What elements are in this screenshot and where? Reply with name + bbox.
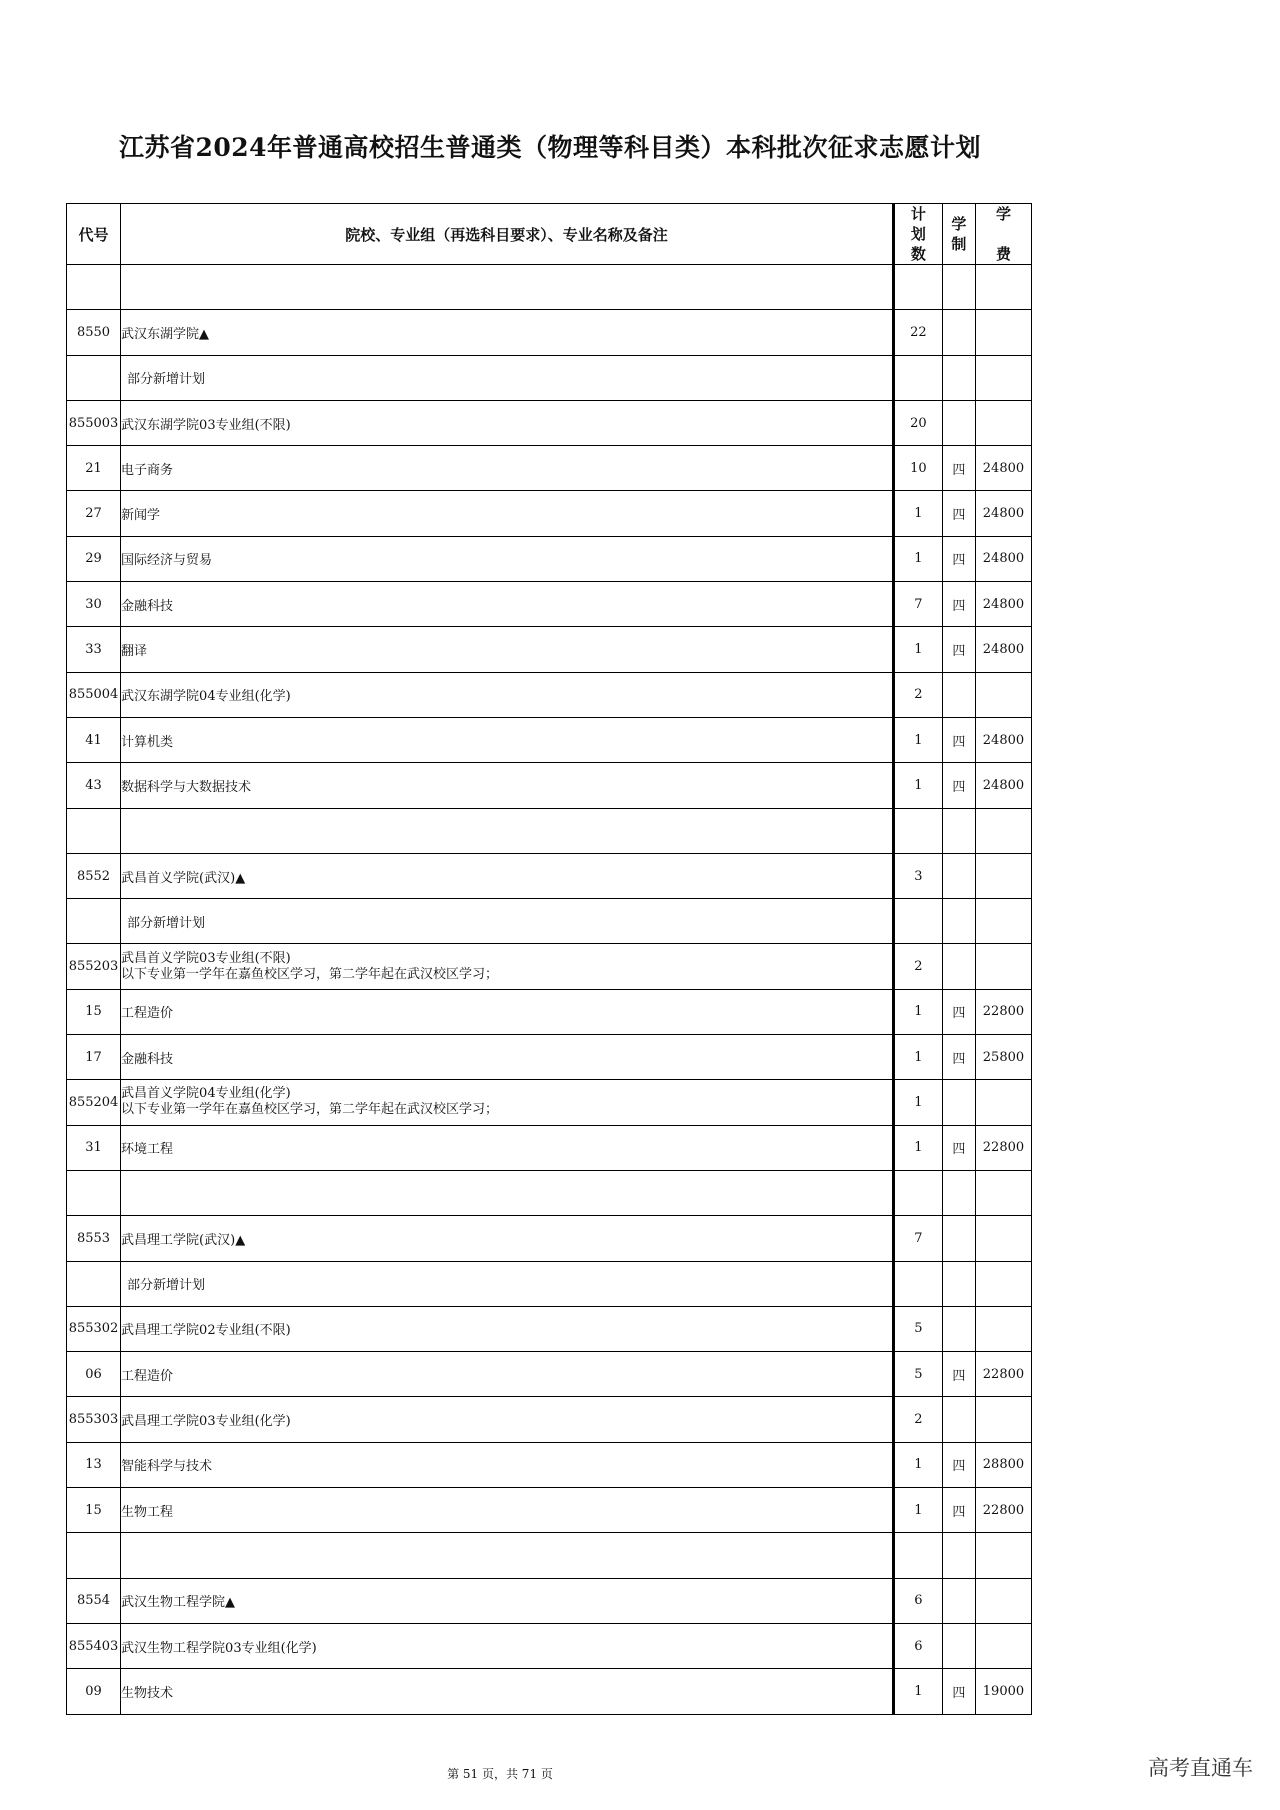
cell-code: 15: [67, 989, 121, 1034]
cell-fee: 24800: [975, 763, 1031, 808]
cell-code: 8554: [67, 1578, 121, 1623]
table-row: [67, 491, 1032, 536]
cell-code: 8553: [67, 1216, 121, 1261]
cell-name: [121, 446, 894, 491]
cell-fee: 24800: [975, 582, 1031, 627]
header-fee: 学 费: [975, 204, 1031, 265]
cell-duration: [942, 355, 975, 400]
header-code: 代号: [67, 204, 121, 265]
cell-name: [121, 536, 894, 581]
name-text: 武汉生物工程学院▲: [121, 1595, 236, 1611]
cell-name: [121, 1080, 894, 1125]
table-row: [67, 1080, 1032, 1125]
group-name: 武昌首义学院03专业组(不限): [121, 950, 291, 966]
cell-fee: [975, 672, 1031, 717]
cell-code: 13: [67, 1442, 121, 1487]
name-text: 金融科技: [121, 598, 174, 614]
table-row: [67, 265, 1032, 310]
cell-fee: 22800: [975, 1488, 1031, 1533]
cell-fee: [975, 1080, 1031, 1125]
name-text: 部分新增计划: [127, 372, 206, 388]
page-title: 江苏省2024年普通高校招生普通类（物理等科目类）本科批次征求志愿计划: [118, 133, 982, 162]
name-text: 部分新增计划: [127, 915, 206, 931]
cell-name: [121, 853, 894, 898]
cell-name: [121, 944, 894, 989]
cell-duration: 四: [942, 1035, 975, 1080]
cell-plan: 1: [893, 763, 942, 808]
name-text: 电子商务: [121, 462, 174, 478]
name-text: 武昌理工学院02专业组(不限): [121, 1323, 291, 1339]
cell-fee: 24800: [975, 536, 1031, 581]
name-text: 翻译: [121, 644, 148, 660]
name-text: 武汉生物工程学院03专业组(化学): [121, 1640, 317, 1656]
cell-plan: 7: [893, 582, 942, 627]
cell-plan: 1: [893, 627, 942, 672]
cell-plan: 7: [893, 1216, 942, 1261]
name-text: 计算机类: [121, 734, 174, 750]
cell-plan: 1: [893, 1080, 942, 1125]
cell-plan: 1: [893, 1035, 942, 1080]
cell-duration: [942, 672, 975, 717]
table-row: [67, 310, 1032, 355]
cell-name: [121, 355, 894, 400]
cell-fee: 22800: [975, 1125, 1031, 1170]
cell-name: [121, 1125, 894, 1170]
name-text: 工程造价: [121, 1006, 174, 1022]
cell-code: 43: [67, 763, 121, 808]
table-row: [67, 944, 1032, 989]
cell-duration: [942, 1623, 975, 1668]
cell-duration: 四: [942, 717, 975, 762]
cell-name: [121, 400, 894, 445]
cell-plan: 2: [893, 672, 942, 717]
cell-name: [121, 310, 894, 355]
cell-code: 29: [67, 536, 121, 581]
cell-name: [121, 1533, 894, 1578]
cell-name: [121, 1442, 894, 1487]
cell-plan: 6: [893, 1623, 942, 1668]
cell-name: [121, 1170, 894, 1215]
cell-name: [121, 491, 894, 536]
table-row: [67, 1306, 1032, 1351]
header-name: 院校、专业组（再选科目要求）、专业名称及备注: [121, 204, 894, 265]
cell-code: [67, 1170, 121, 1215]
name-text: 生物工程: [121, 1504, 174, 1520]
cell-fee: [975, 808, 1031, 853]
table-row: [67, 1216, 1032, 1261]
cell-code: 33: [67, 627, 121, 672]
cell-fee: [975, 400, 1031, 445]
cell-code: 27: [67, 491, 121, 536]
cell-name: [121, 1488, 894, 1533]
cell-fee: 24800: [975, 446, 1031, 491]
name-text: 武昌理工学院03专业组(化学): [121, 1414, 291, 1430]
cell-code: [67, 1533, 121, 1578]
name-text: 武昌理工学院(武汉)▲: [121, 1232, 246, 1248]
cell-fee: [975, 1578, 1031, 1623]
admission-plan-table: [66, 203, 1032, 1715]
cell-name: [121, 265, 894, 310]
cell-fee: 28800: [975, 1442, 1031, 1487]
name-text: 金融科技: [121, 1051, 174, 1067]
name-text: 武汉东湖学院03专业组(不限): [121, 417, 291, 433]
cell-name: [121, 763, 894, 808]
cell-duration: 四: [942, 491, 975, 536]
cell-fee: 24800: [975, 627, 1031, 672]
cell-fee: [975, 1306, 1031, 1351]
cell-fee: 22800: [975, 989, 1031, 1034]
group-note: 以下专业第一学年在嘉鱼校区学习，第二学年起在武汉校区学习；: [121, 1102, 499, 1118]
table-row: [67, 582, 1032, 627]
cell-code: 21: [67, 446, 121, 491]
cell-plan: [893, 1170, 942, 1215]
table-row: [67, 446, 1032, 491]
cell-code: 09: [67, 1669, 121, 1714]
cell-fee: 22800: [975, 1352, 1031, 1397]
cell-plan: 10: [893, 446, 942, 491]
cell-duration: [942, 853, 975, 898]
cell-code: 855203: [67, 944, 121, 989]
table-row: [67, 1170, 1032, 1215]
name-text: 部分新增计划: [127, 1278, 206, 1294]
cell-duration: 四: [942, 536, 975, 581]
cell-name: [121, 989, 894, 1034]
cell-duration: 四: [942, 627, 975, 672]
cell-duration: [942, 1533, 975, 1578]
cell-duration: 四: [942, 763, 975, 808]
cell-fee: [975, 1397, 1031, 1442]
cell-duration: [942, 1306, 975, 1351]
header-plan: 计 划 数: [893, 204, 942, 265]
cell-code: 855303: [67, 1397, 121, 1442]
cell-plan: 1: [893, 989, 942, 1034]
cell-fee: [975, 944, 1031, 989]
name-text: 新闻学: [121, 508, 161, 524]
cell-code: 855004: [67, 672, 121, 717]
cell-fee: [975, 310, 1031, 355]
cell-plan: 3: [893, 853, 942, 898]
cell-duration: [942, 1578, 975, 1623]
cell-plan: 5: [893, 1352, 942, 1397]
cell-plan: 20: [893, 400, 942, 445]
name-text: 数据科学与大数据技术: [121, 779, 252, 795]
table-row: [67, 1488, 1032, 1533]
header-duration: 学 制: [942, 204, 975, 265]
table-row: [67, 989, 1032, 1034]
table-row: [67, 627, 1032, 672]
cell-plan: 1: [893, 1125, 942, 1170]
cell-duration: [942, 1080, 975, 1125]
cell-code: 855302: [67, 1306, 121, 1351]
table-header-row: [67, 204, 1032, 265]
table-row: [67, 808, 1032, 853]
table-row: [67, 1352, 1032, 1397]
cell-name: [121, 1397, 894, 1442]
table-row: [67, 1669, 1032, 1714]
cell-duration: [942, 1261, 975, 1306]
cell-plan: 1: [893, 491, 942, 536]
cell-code: 855204: [67, 1080, 121, 1125]
cell-name: [121, 672, 894, 717]
cell-fee: [975, 1533, 1031, 1578]
cell-fee: 25800: [975, 1035, 1031, 1080]
cell-duration: 四: [942, 1488, 975, 1533]
cell-plan: 1: [893, 1488, 942, 1533]
cell-plan: 1: [893, 717, 942, 762]
name-text: 国际经济与贸易: [121, 553, 213, 569]
cell-code: 15: [67, 1488, 121, 1533]
cell-code: 855403: [67, 1623, 121, 1668]
cell-code: 06: [67, 1352, 121, 1397]
table-row: [67, 1125, 1032, 1170]
cell-name: [121, 1306, 894, 1351]
cell-code: 30: [67, 582, 121, 627]
table-row: [67, 1533, 1032, 1578]
cell-fee: [975, 1623, 1031, 1668]
cell-duration: [942, 1216, 975, 1261]
name-text: 智能科学与技术: [121, 1459, 213, 1475]
group-note: 以下专业第一学年在嘉鱼校区学习，第二学年起在武汉校区学习；: [121, 966, 499, 982]
cell-code: [67, 899, 121, 944]
cell-duration: 四: [942, 1352, 975, 1397]
cell-name: [121, 1352, 894, 1397]
cell-fee: [975, 355, 1031, 400]
table-row: [67, 1261, 1032, 1306]
table-row: [67, 1035, 1032, 1080]
name-text: 生物技术: [121, 1685, 174, 1701]
group-name: 武昌首义学院04专业组(化学): [121, 1086, 291, 1102]
table-row: [67, 400, 1032, 445]
cell-fee: [975, 853, 1031, 898]
table-row: [67, 1397, 1032, 1442]
cell-fee: [975, 1170, 1031, 1215]
cell-plan: [893, 1533, 942, 1578]
cell-plan: 6: [893, 1578, 942, 1623]
table-row: [67, 853, 1032, 898]
cell-name: [121, 717, 894, 762]
name-text: 武汉东湖学院▲: [121, 326, 210, 342]
table-row: [67, 536, 1032, 581]
cell-duration: [942, 265, 975, 310]
cell-name: [121, 627, 894, 672]
cell-plan: 1: [893, 1442, 942, 1487]
cell-duration: 四: [942, 582, 975, 627]
cell-code: 8552: [67, 853, 121, 898]
table-row: [67, 1578, 1032, 1623]
table-row: [67, 355, 1032, 400]
cell-plan: 2: [893, 944, 942, 989]
cell-fee: [975, 1216, 1031, 1261]
cell-name: [121, 1261, 894, 1306]
cell-name: [121, 808, 894, 853]
table-row: [67, 672, 1032, 717]
cell-code: [67, 355, 121, 400]
cell-code: 17: [67, 1035, 121, 1080]
cell-name: [121, 1669, 894, 1714]
cell-fee: 24800: [975, 491, 1031, 536]
cell-code: 8550: [67, 310, 121, 355]
cell-code: [67, 265, 121, 310]
cell-name: [121, 1216, 894, 1261]
cell-fee: [975, 899, 1031, 944]
name-text: 武汉东湖学院04专业组(化学): [121, 689, 291, 705]
cell-fee: 19000: [975, 1669, 1031, 1714]
table-row: [67, 763, 1032, 808]
cell-code: 855003: [67, 400, 121, 445]
table-row: [67, 1442, 1032, 1487]
cell-name: [121, 1578, 894, 1623]
cell-plan: 22: [893, 310, 942, 355]
cell-code: [67, 1261, 121, 1306]
cell-duration: [942, 1170, 975, 1215]
cell-duration: 四: [942, 1442, 975, 1487]
cell-code: 41: [67, 717, 121, 762]
cell-plan: [893, 899, 942, 944]
cell-duration: [942, 1397, 975, 1442]
cell-code: [67, 808, 121, 853]
cell-duration: [942, 944, 975, 989]
cell-plan: 5: [893, 1306, 942, 1351]
name-text: 武昌首义学院(武汉)▲: [121, 870, 246, 886]
cell-duration: [942, 808, 975, 853]
cell-name: [121, 899, 894, 944]
cell-name: [121, 1623, 894, 1668]
cell-plan: 2: [893, 1397, 942, 1442]
table-row: [67, 1623, 1032, 1668]
cell-plan: [893, 355, 942, 400]
table-row: [67, 899, 1032, 944]
cell-fee: [975, 1261, 1031, 1306]
cell-name: [121, 1035, 894, 1080]
cell-plan: [893, 265, 942, 310]
cell-duration: 四: [942, 1669, 975, 1714]
page-number-footer: 第 51 页，共 71 页: [447, 1767, 553, 1781]
name-text: 工程造价: [121, 1368, 174, 1384]
cell-plan: 1: [893, 1669, 942, 1714]
cell-duration: 四: [942, 989, 975, 1034]
cell-code: 31: [67, 1125, 121, 1170]
cell-plan: [893, 808, 942, 853]
cell-plan: [893, 1261, 942, 1306]
cell-duration: [942, 400, 975, 445]
table-row: [67, 717, 1032, 762]
cell-fee: 24800: [975, 717, 1031, 762]
cell-duration: [942, 899, 975, 944]
cell-fee: [975, 265, 1031, 310]
cell-name: [121, 582, 894, 627]
cell-duration: 四: [942, 1125, 975, 1170]
cell-plan: 1: [893, 536, 942, 581]
cell-duration: 四: [942, 446, 975, 491]
watermark: 高考直通车: [1148, 1756, 1253, 1780]
cell-duration: [942, 310, 975, 355]
name-text: 环境工程: [121, 1142, 174, 1158]
